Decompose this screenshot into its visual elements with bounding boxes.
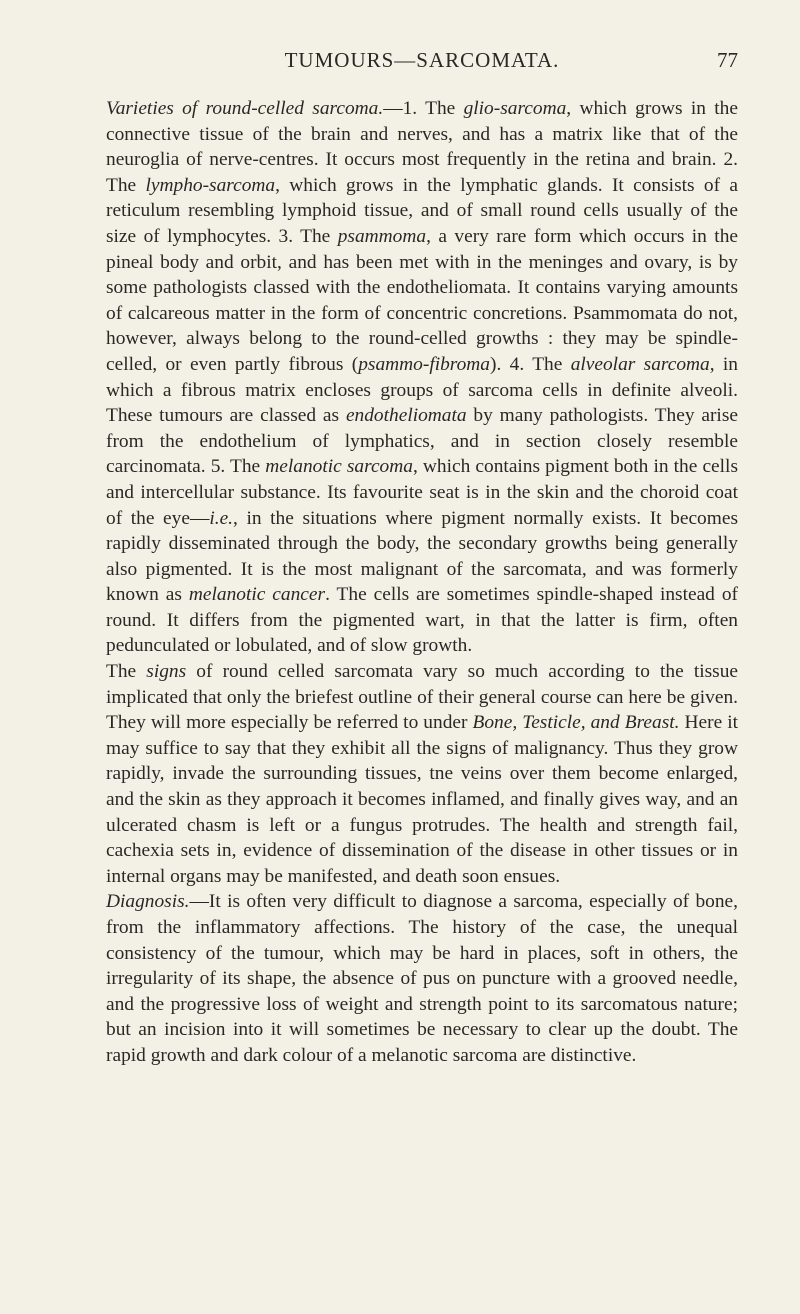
text-run: ). 4. The [490,353,571,375]
text-run: , a very rare form which occurs in the pineal body and orbit, and has been met with in the meninges and ovary, is by some pathologists classed with the endotheliomata. It contains varying amounts of calcareous matter in the form of concentric concretions. Psammomata do not, however, always belong to the round-celled growths : they may be spindle-celled, or even partly fibrous ( [106,225,738,375]
italic-run: endotheliomata [345,405,467,427]
italic-run: psammo-fibroma [358,353,491,375]
running-head [106,48,738,78]
text-run: , which grows in the lymphatic glands. It consists of a reticulum resembling lymphoid tissue, and of small round cells usually of the size of lymphocytes. 3. The [106,174,738,247]
text-run: —1. The [383,98,464,119]
italic-run: psammoma [337,225,427,247]
italic-run: melanotic sarcoma [265,456,413,478]
italic-run: lympho-sarcoma [145,174,276,196]
paragraph-signs [106,659,738,889]
italic-run: glio-sarcoma [463,98,567,119]
italic-run: Bone, Testicle, and Breast. [472,712,680,734]
text-run: —It is often very difficult to diagnose a sarcoma, especially of bone, from the inflammatory affections. The history of the case, the unequal consistency of the tumour, which may be hard in places, soft in others, the irregularity of its shape, the absence of pus on puncture with a grooved needle, and the progressive loss of weight and strength point to its sarcomatous nature; but an incision into it will sometimes be necessary to clear up the doubt. The rapid growth and dark colour of a melanotic sarcoma are distinctive. [106,891,738,1066]
running-title: TUMOURS—SARCOMATA. [284,48,560,72]
italic-run: Diagnosis. [106,891,190,913]
text-run: . The cells are sometimes spindle-shaped instead of round. It differs from the pigmented wart, in that the latter is firm, often pedunculated or lobulated, and of slow growth. [106,584,738,657]
italic-run: melanotic cancer [188,584,326,606]
text-run: of round celled sarcomata vary so much according to the tissue implicated that only the briefest outline of their general course can here be given. They will more especially be referred to under [106,661,738,734]
body-text [106,96,738,1069]
text-run: , in the situations where pigment normally exists. It becomes rapidly disseminated through the body, the secondary growths being generally also pigmented. It is the most malignant of the sarcomata, and was formerly known as [106,507,738,606]
italic-run: signs [146,661,187,683]
text-run: , in which a fibrous matrix encloses groups of sarcoma cells in definite alveoli. These tumours are classed as [106,353,738,427]
text-run: , which grows in the connective tissue of the brain and nerves, and has a matrix like that of the neuroglia of nerve-centres. It occurs most frequently in the retina and brain. 2. The [106,98,738,196]
text-run: , which contains pigment both in the cells and intercellular substance. Its favourite seat is in the skin and the choroid coat of the eye— [106,456,738,529]
paragraph-varieties [106,96,738,659]
italic-run: Varieties of round-celled sarcoma. [106,98,384,119]
italic-run: i.e. [209,507,234,529]
text-run: The [106,661,147,683]
italic-run: alveolar sarcoma [570,353,710,375]
text-run: Here it may suffice to say that they exhibit all the signs of malignancy. Thus they grow rapidly, invade the surrounding tissues, tne veins over them become enlarged, and the skin as they approach it becomes inflamed, and finally gives way, and an ulcerated chasm is left or a fungus protrudes. The health and strength fail, cachexia sets in, evidence of dissemination of the disease in other tissues or in internal organs may be manifested, and death soon ensues. [106,712,738,887]
text-run: by many pathologists. They arise from the endothelium of lymphatics, and in section closely resemble carcinomata. 5. The [106,405,738,478]
page-number: 77 [717,48,738,72]
paragraph-diagnosis [106,889,738,1068]
